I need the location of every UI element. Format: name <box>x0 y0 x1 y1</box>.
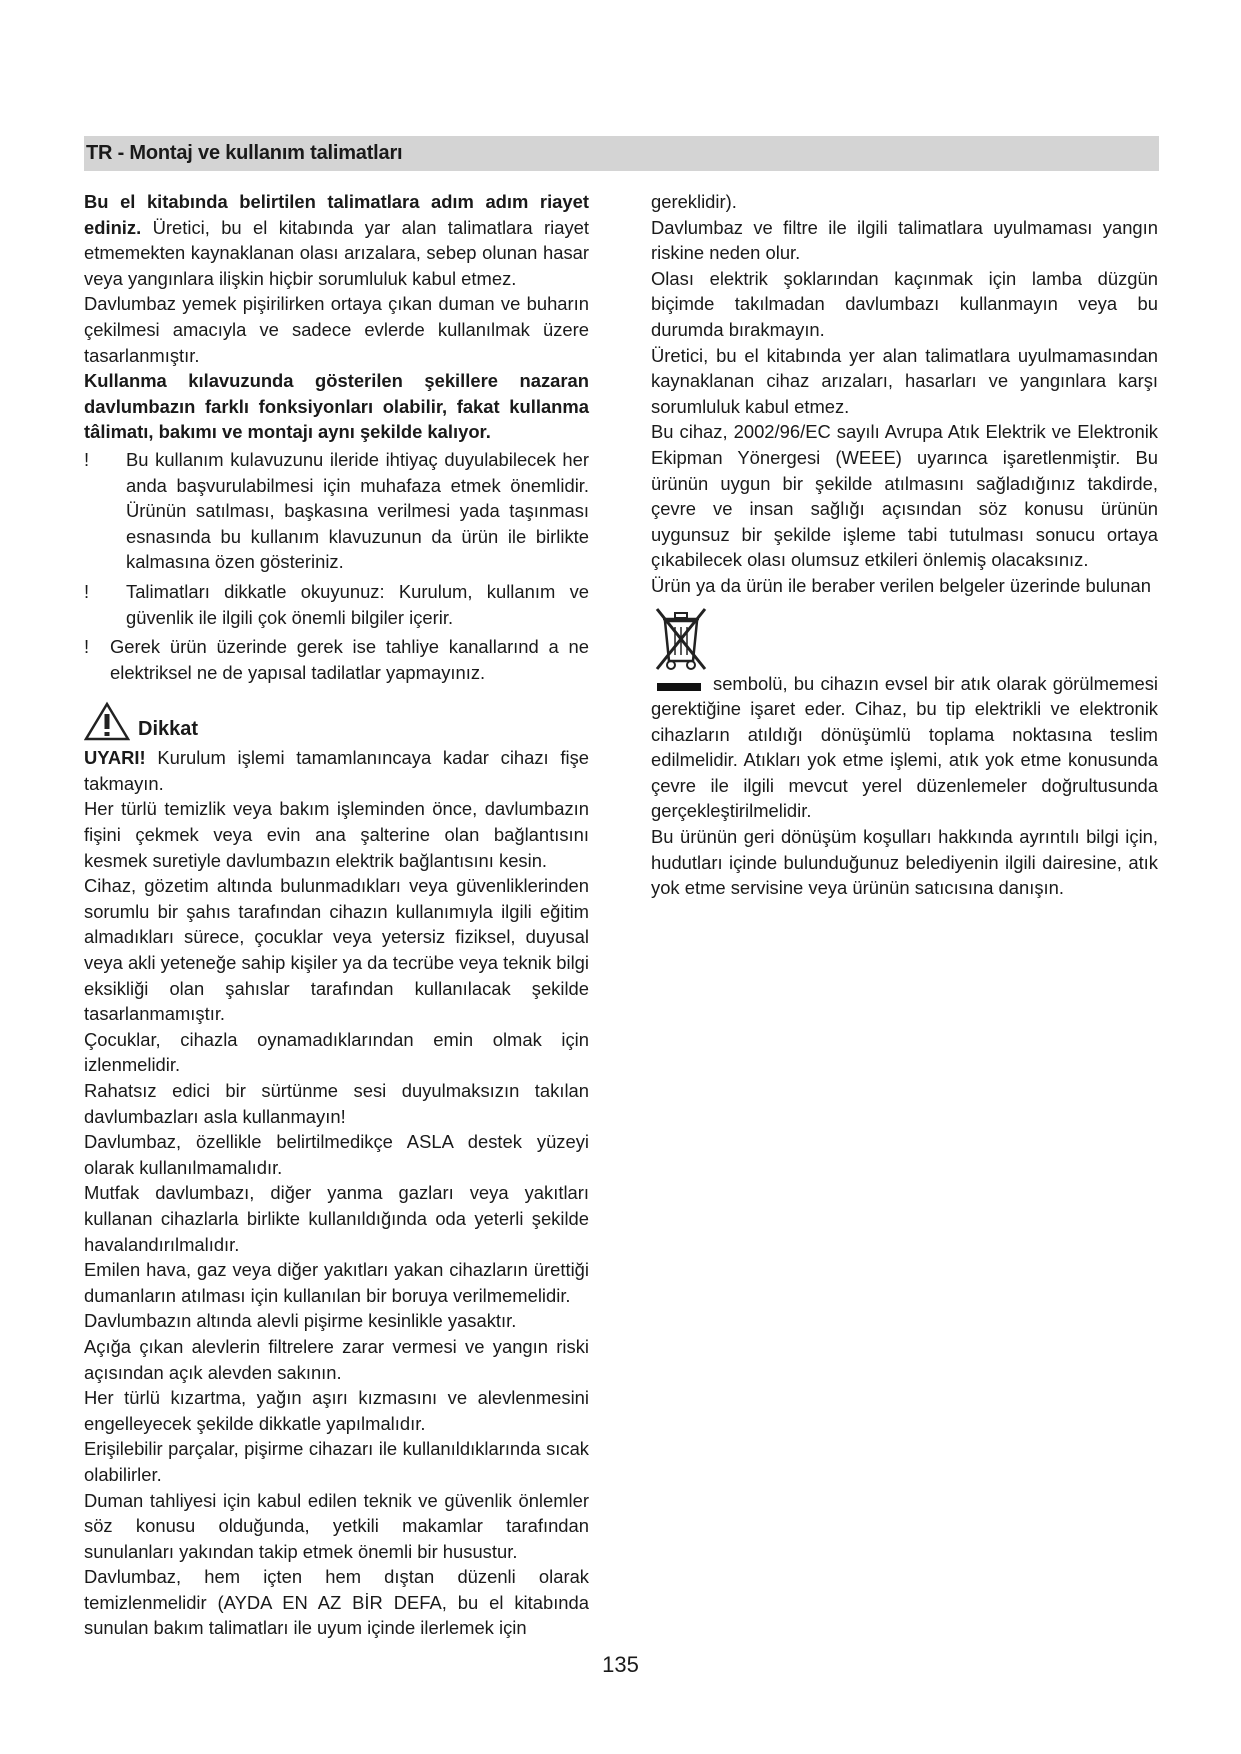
bullet-item <box>84 447 589 575</box>
right-column <box>651 189 1158 901</box>
body-paragraph: Erişilebilir parçalar, pişirme cihazarı ile kullanıldıklarında sıcak olabilirler. <box>84 1438 589 1485</box>
body-paragraph: Çocuklar, cihazla oynamadıklarından emin olmak için izlenmelidir. <box>84 1028 589 1076</box>
body-paragraph: Davlumbaz ve filtre ile ilgili talimatlara uyulmaması yangın riskine neden olur. <box>651 216 1158 264</box>
weee-paragraph: Bu cihaz, 2002/96/EC sayılı Avrupa Atık Elektrik ve Elektronik Ekipman Yönergesi (WEEE) uyarınca işaretlenmiştir. Bu ürünün uygun bir şekilde atılmasını sağladığınız takdirde, çevre ve insan sağlığı açısından söz konusu ürünün uygunsuz bir şekilde işleme tabi tutulması sonucu ortaya çıkabilecek olası olumsuz etkileri önlemiş olacaksınız. <box>651 421 1158 571</box>
purpose-paragraph: Davlumbaz yemek pişirilirken ortaya çıkan duman ve buharın çekilmesi amacıyla ve sadece evlerde kullanılmak üzere tasarlanmıştır. <box>84 293 589 366</box>
intro-rest: Üretici, bu el kitabında yar alan talimatlara riayet etmemekten kaynaklanan olası arızalara, sebep olunan hasar veya yangınlara ilişkin hiçbir sorumluluk kabul etmez. <box>84 216 589 289</box>
bullet-text: Bu kullanım kulavuzunu ileride ihtiyaç duyulabilecek her anda başvurulabilmesi için muhafaza etmek önemlidir. Ürünün satılması, başkasına verilmesi yada taşınması esnasında bu kullanım klavuzunun da ürün ile birlikte kalmasına özen gösteriniz. <box>126 448 589 573</box>
body-paragraph: Ürün ya da ürün ile beraber verilen belgeler üzerinde bulunan <box>651 574 1151 596</box>
left-column <box>84 189 589 1641</box>
bullet-text: Gerek ürün üzerinde gerek ise tahliye kanallarınd a ne elektriksel ne de yapısal tadilatlar yapmayınız. <box>110 636 589 683</box>
body-paragraph: Mutfak davlumbazı, diğer yanma gazları veya yakıtları kullanan cihazlarla birlikte kullanıldığında oda yeterli şekilde havalandırılmalıdır. <box>84 1182 589 1255</box>
uyari-paragraph <box>84 745 589 796</box>
body-paragraph: Bu ürünün geri dönüşüm koşulları hakkında ayrıntılı bilgi için, hudutları içinde bulunduğunuz belediyenin ilgili dairesine, atık yok etme servisine veya ürünün satıcısına danışın. <box>651 826 1158 899</box>
intro-paragraph <box>84 189 589 291</box>
warning-title: Dikkat <box>138 718 199 741</box>
bullet-item <box>84 579 589 630</box>
section-header <box>84 136 1159 171</box>
crossed-out-wheelie-bin-icon <box>651 603 713 693</box>
bullet-item <box>84 634 589 685</box>
bullet-mark: ! <box>84 448 90 470</box>
bullet-text: Talimatları dikkatle okuyunuz: Kurulum, kullanım ve güvenlik ile ilgili çok önemli bilgiler içerir. <box>126 580 589 628</box>
body-paragraph: Her türlü temizlik veya bakım işleminden önce, davlumbazın fişini çekmek veya evin ana şalterine olan bağlantısını kesmek suretiyle davlumbazın elektrik bağlantısını kesin. <box>84 798 589 871</box>
warning-heading <box>84 701 589 745</box>
weee-symbol-block <box>651 603 1158 711</box>
body-paragraph: gereklidir). <box>651 191 737 212</box>
body-paragraph: Olası elektrik şoklarından kaçınmak için lamba düzgün biçimde takılmadan davlumbazı kullanmayın veya bu durumda bırakmayın. <box>651 267 1158 340</box>
models-note: Kullanma kılavuzunda gösterilen şekillere nazaran davlumbazın farklı fonksiyonları olabilir, fakat kullanma tâlimatı, bakımı ve montajı aynı şekilde kalıyor. <box>84 370 589 443</box>
body-paragraph: Davlumbazın altında alevli pişirme kesinlikle yasaktır. <box>84 1310 517 1332</box>
uyari-label: UYARI! <box>84 747 146 769</box>
bullet-mark: ! <box>84 580 90 602</box>
body-paragraph: Açığa çıkan alevlerin filtrelere zarar vermesi ve yangın riski açısından açık alevden sakının. <box>84 1335 589 1383</box>
bullet-mark: ! <box>84 636 90 658</box>
section-title: TR - Montaj ve kullanım talimatları <box>86 142 403 164</box>
body-paragraph: Üretici, bu el kitabında yer alan talimatlara uyulmamasından kaynaklanan cihaz arızaları, hasarları ve yangınlara karşı sorumluluk kabul etmez. <box>651 344 1158 417</box>
page-number: 135 <box>602 1652 639 1677</box>
body-paragraph: Davlumbaz, hem içten hem dıştan düzenli olarak temizlenmelidir (AYDA EN AZ BİR DEFA, bu el kitabında sunulan bakım talimatları ile uyum içinde ilerlemek için <box>84 1566 589 1639</box>
intro-bold: Bu el kitabında belirtilen talimatlara adım adım riayet ediniz. <box>84 191 589 238</box>
body-paragraph: Cihaz, gözetim altında bulunmadıkları veya güvenliklerinden sorumlu bir şahıs tarafından cihazın kullanımıyla ilgili eğitim almadıkları sürece, çocuklar veya yetersiz fiziksel, duyusal veya akli yeteneğe sahip kişiler ya da tecrübe veya teknik bilgi eksikliği olan şahıslar tarafından kullanılacak şekilde tasarlanmamıştır. <box>84 875 589 1025</box>
weee-symbol-paragraph: sembolü, bu cihazın evsel bir atık olarak görülmemesi gerektiğine işaret eder. Cihaz, bu tip elektrikli ve elektronik cihazların atıldığı dönüşümlü toplama noktasına teslim edilmelidir. Atıkları yok etme işlemi, atık yok etme konusunda çevre ile ilgili mevcut yerel düzenlemeler doğrultusunda gerçekleştirilmelidir. <box>651 672 1158 822</box>
uyari-text: Kurulum işlemi tamamlanıncaya kadar cihazı fişe takmayın. <box>84 747 589 794</box>
body-paragraph: Duman tahliyesi için kabul edilen teknik ve güvenlik önlemler söz konusu olduğunda, yetkili makamlar tarafından sunulanları yakından takip etmek önemli bir husustur. <box>84 1489 589 1562</box>
body-paragraph: Her türlü kızartma, yağın aşırı kızmasını ve alevlenmesini engelleyecek şekilde dikkatle yapılmalıdır. <box>84 1387 589 1434</box>
body-paragraph: Emilen hava, gaz veya diğer yakıtları yakan cihazların ürettiği dumanların atılması için kullanılan bir boruya verilmemelidir. <box>84 1259 589 1306</box>
body-paragraph: Rahatsız edici bir sürtünme sesi duyulmaksızın takılan davlumbazları asla kullanmayın! <box>84 1080 589 1127</box>
body-paragraph: Davlumbaz, özellikle belirtilmedikçe ASLA destek yüzeyi olarak kullanılmamalıdır. <box>84 1131 589 1178</box>
warning-triangle-icon <box>84 701 130 741</box>
